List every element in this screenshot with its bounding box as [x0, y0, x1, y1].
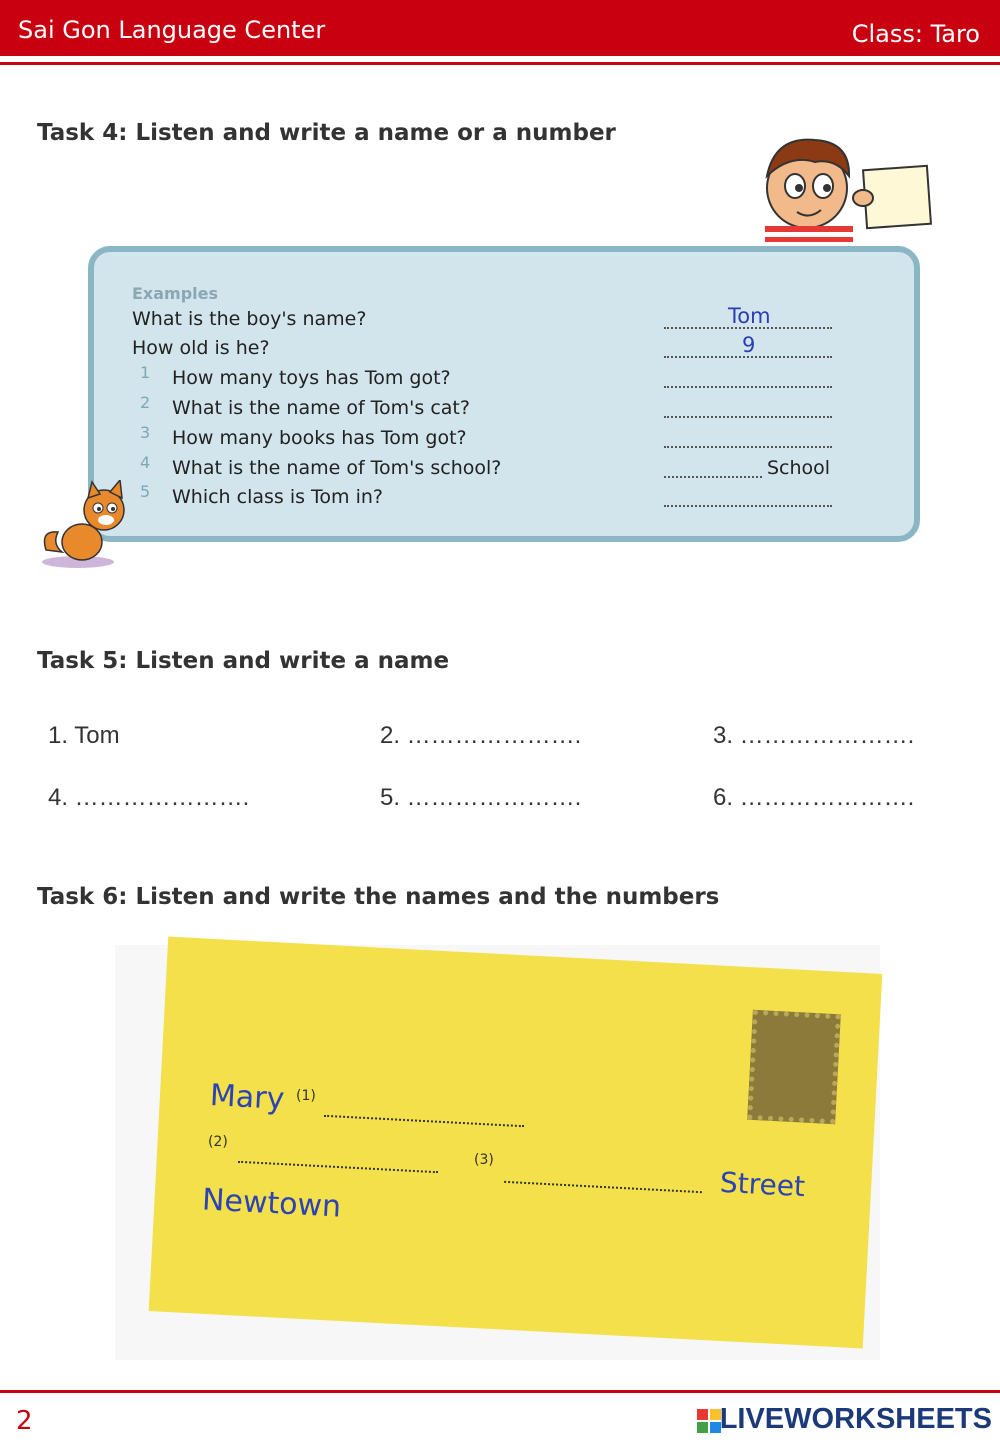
- examples-label: Examples: [132, 284, 219, 303]
- task4-title: Task 4: Listen and write a name or a number: [37, 120, 616, 146]
- boy-illustration: [745, 128, 935, 250]
- task6-title: Task 6: Listen and write the names and the numbers: [37, 884, 720, 910]
- question-suffix: School: [767, 457, 831, 479]
- question-text: How many toys has Tom got?: [172, 367, 451, 389]
- answer-blank[interactable]: [664, 505, 832, 507]
- blank-marker-2: (2): [208, 1134, 228, 1150]
- example-answer: 9: [742, 333, 756, 357]
- stamp-icon: [747, 1010, 841, 1124]
- envelope-town: Newtown: [201, 1182, 342, 1225]
- envelope-street: Street: [719, 1165, 806, 1204]
- question-number: 1: [140, 363, 151, 382]
- task5-item[interactable]: 3. ………………….: [713, 722, 915, 749]
- blank-marker-3: (3): [474, 1152, 494, 1168]
- question-text: What is the name of Tom's cat?: [172, 397, 470, 419]
- example-row: [0, 304, 1000, 338]
- task5-item: 1. Tom: [48, 722, 120, 749]
- question-number: 4: [140, 453, 151, 472]
- liveworksheets-brand[interactable]: LIVEWORKSHEETS: [719, 1403, 992, 1435]
- class-label: Class: Taro: [851, 20, 980, 48]
- answer-blank[interactable]: [664, 416, 832, 418]
- answer-blank[interactable]: [664, 476, 762, 478]
- task5-title: Task 5: Listen and write a name: [37, 648, 450, 674]
- task5-item[interactable]: 2. ………………….: [380, 722, 582, 749]
- task5-item[interactable]: 5. ………………….: [380, 784, 582, 811]
- example-question: What is the boy's name?: [132, 308, 367, 330]
- header-bar: [0, 0, 1000, 56]
- question-text: How many books has Tom got?: [172, 427, 467, 449]
- example-answer: Tom: [728, 304, 771, 328]
- question-number: 5: [140, 482, 151, 501]
- blank-marker-1: (1): [296, 1088, 316, 1104]
- question-text: Which class is Tom in?: [172, 486, 384, 508]
- example-question: How old is he?: [132, 337, 270, 359]
- answer-blank[interactable]: [664, 446, 832, 448]
- task5-item[interactable]: 4. ………………….: [48, 784, 250, 811]
- question-number: 2: [140, 393, 151, 412]
- question-text: What is the name of Tom's school?: [172, 457, 502, 479]
- center-name: Sai Gon Language Center: [18, 16, 326, 44]
- question-number: 3: [140, 423, 151, 442]
- footer-divider: [0, 1390, 1000, 1393]
- cat-illustration: [38, 480, 138, 570]
- envelope-name: Mary: [209, 1078, 286, 1117]
- page-number: 2: [16, 1406, 33, 1436]
- header-divider: [0, 62, 1000, 65]
- question-row: [0, 482, 1000, 516]
- task5-item[interactable]: 6. ………………….: [713, 784, 915, 811]
- answer-blank[interactable]: [664, 386, 832, 388]
- liveworksheets-logo-icon: [697, 1409, 721, 1433]
- envelope: [149, 937, 883, 1349]
